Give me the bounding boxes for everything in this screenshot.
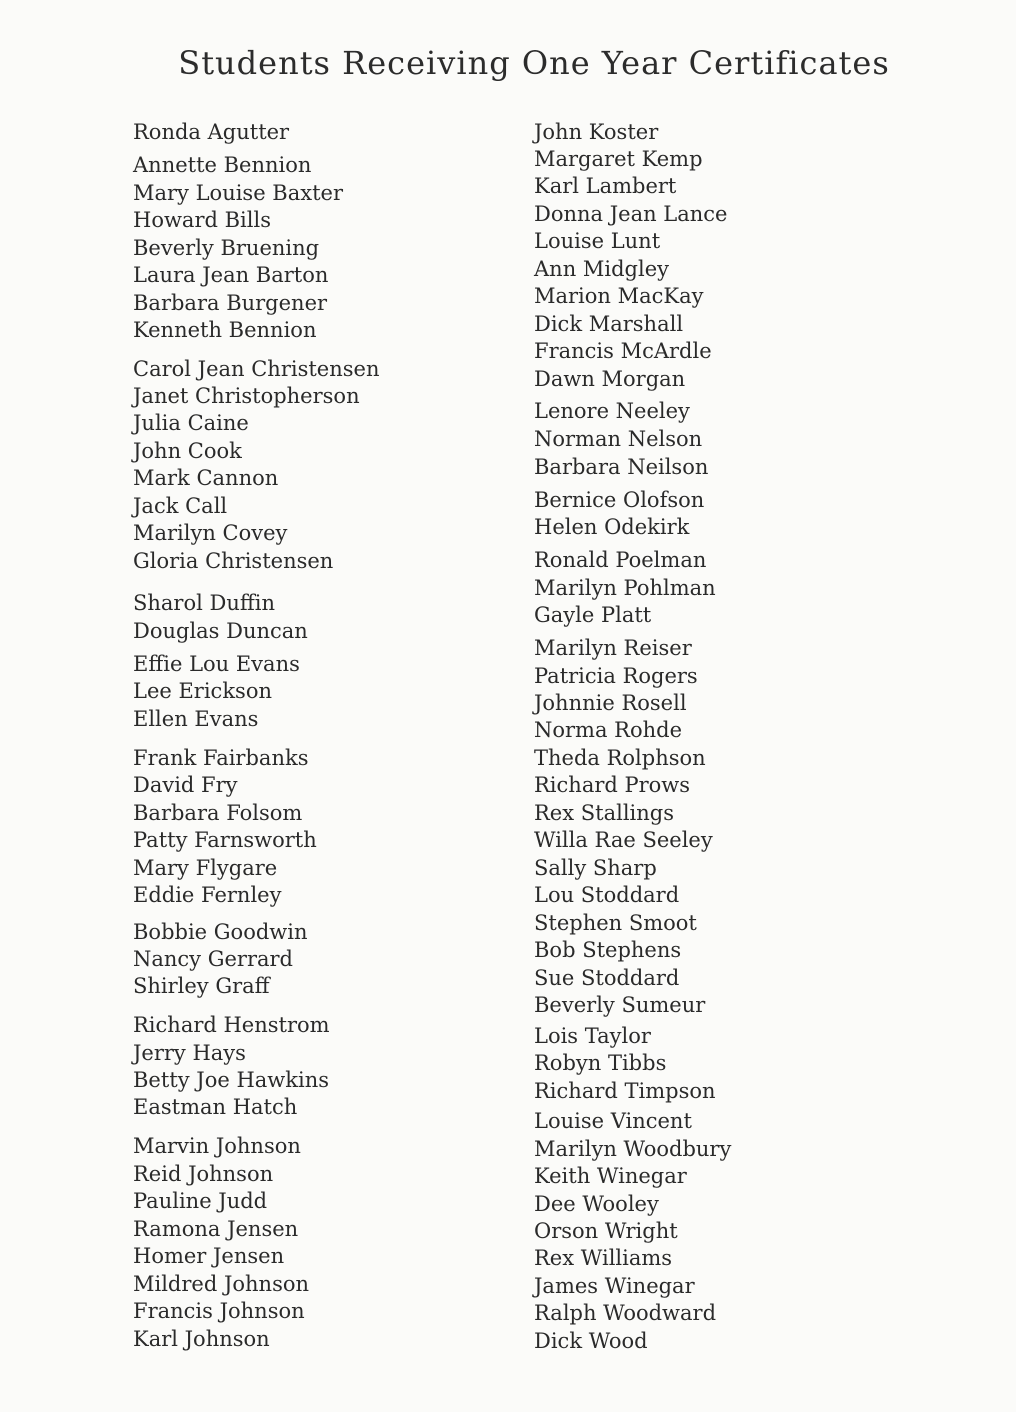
student-name: Ellen Evans [133,707,259,731]
student-name: Johnnie Rosell [534,691,687,715]
student-name: Louise Vincent [534,1109,692,1133]
student-name: Sue Stoddard [534,966,680,990]
student-name: Julia Caine [133,411,249,435]
student-name: Karl Johnson [133,1327,270,1351]
student-name: Nancy Gerrard [133,947,294,971]
student-name: Orson Wright [534,1219,678,1243]
student-name: Douglas Duncan [133,619,308,643]
student-name: Marion MacKay [534,284,704,308]
student-name: Dee Wooley [534,1192,659,1216]
student-name: Bobbie Goodwin [133,920,308,944]
student-name: Gloria Christensen [133,549,334,573]
student-name: Norma Rohde [534,718,683,742]
student-name: Barbara Burgener [133,291,328,315]
student-name: Donna Jean Lance [534,202,728,226]
student-name: Ramona Jensen [133,1217,299,1241]
student-name: David Fry [133,773,238,797]
student-name: Marvin Johnson [133,1134,301,1158]
student-name: Mary Louise Baxter [133,181,344,205]
student-name: Beverly Bruening [133,236,320,260]
student-name: Francis Johnson [133,1299,305,1323]
student-name: Dick Wood [534,1329,648,1353]
student-name: Francis McArdle [534,339,712,363]
student-name: Louise Lunt [534,229,661,253]
student-name: Carol Jean Christensen [133,357,380,381]
student-name: Homer Jensen [133,1244,285,1268]
student-name: Eastman Hatch [133,1095,298,1119]
student-name: Norman Nelson [534,427,703,451]
student-name: Sharol Duffin [133,591,276,615]
student-name: Richard Timpson [534,1079,716,1103]
student-name: Marilyn Covey [133,521,288,545]
student-name: Keith Winegar [534,1164,687,1188]
student-name: John Cook [133,439,242,463]
student-name: Barbara Neilson [534,455,709,479]
student-name: Ralph Woodward [534,1301,717,1325]
student-name: Sally Sharp [534,856,657,880]
student-name: Richard Prows [534,773,691,797]
student-name: Marilyn Reiser [534,636,692,660]
student-name: Ronda Agutter [133,120,290,144]
student-name: Rex Williams [534,1246,673,1270]
student-name: Laura Jean Barton [133,263,329,287]
student-name: James Winegar [534,1274,695,1298]
student-name: Bob Stephens [534,938,682,962]
student-name: Lenore Neeley [534,399,690,423]
student-name: Ronald Poelman [534,548,707,572]
student-name: Robyn Tibbs [534,1051,667,1075]
student-name: Jack Call [133,494,228,518]
student-name: Eddie Fernley [133,883,282,907]
student-name: Marilyn Pohlman [534,576,716,600]
student-name: Karl Lambert [534,174,677,198]
student-name: Janet Christopherson [133,384,360,408]
student-name: Marilyn Woodbury [534,1137,732,1161]
student-name: Kenneth Bennion [133,318,317,342]
student-name: Mark Cannon [133,466,279,490]
student-name: Jerry Hays [133,1041,246,1065]
student-name: Effie Lou Evans [133,652,300,676]
student-name: Lou Stoddard [534,883,680,907]
student-name: Ann Midgley [534,257,670,281]
student-name: Dick Marshall [534,312,684,336]
student-name: Lee Erickson [133,679,272,703]
student-name: Stephen Smoot [534,911,697,935]
student-name: Frank Fairbanks [133,746,309,770]
student-name: Helen Odekirk [534,515,690,539]
student-name: Rex Stallings [534,801,674,825]
student-name: Richard Henstrom [133,1013,330,1037]
student-name: Beverly Sumeur [534,993,706,1017]
student-name: Annette Bennion [133,153,312,177]
student-name: Patricia Rogers [534,664,698,688]
student-name: Howard Bills [133,208,271,232]
student-name: Lois Taylor [534,1024,651,1048]
student-name: Shirley Graff [133,974,270,998]
page-title: Students Receiving One Year Certificates [178,44,890,82]
student-name: Mary Flygare [133,856,278,880]
student-name: John Koster [534,120,659,144]
student-name: Mildred Johnson [133,1272,310,1296]
student-name: Reid Johnson [133,1162,274,1186]
student-name: Betty Joe Hawkins [133,1068,329,1092]
student-name: Willa Rae Seeley [534,828,713,852]
student-name: Barbara Folsom [133,801,303,825]
student-name: Patty Farnsworth [133,828,317,852]
student-name: Gayle Platt [534,603,652,627]
student-name: Theda Rolphson [534,746,706,770]
student-name: Margaret Kemp [534,147,703,171]
student-name: Pauline Judd [133,1189,268,1213]
student-name: Bernice Olofson [534,488,705,512]
student-name: Dawn Morgan [534,367,686,391]
